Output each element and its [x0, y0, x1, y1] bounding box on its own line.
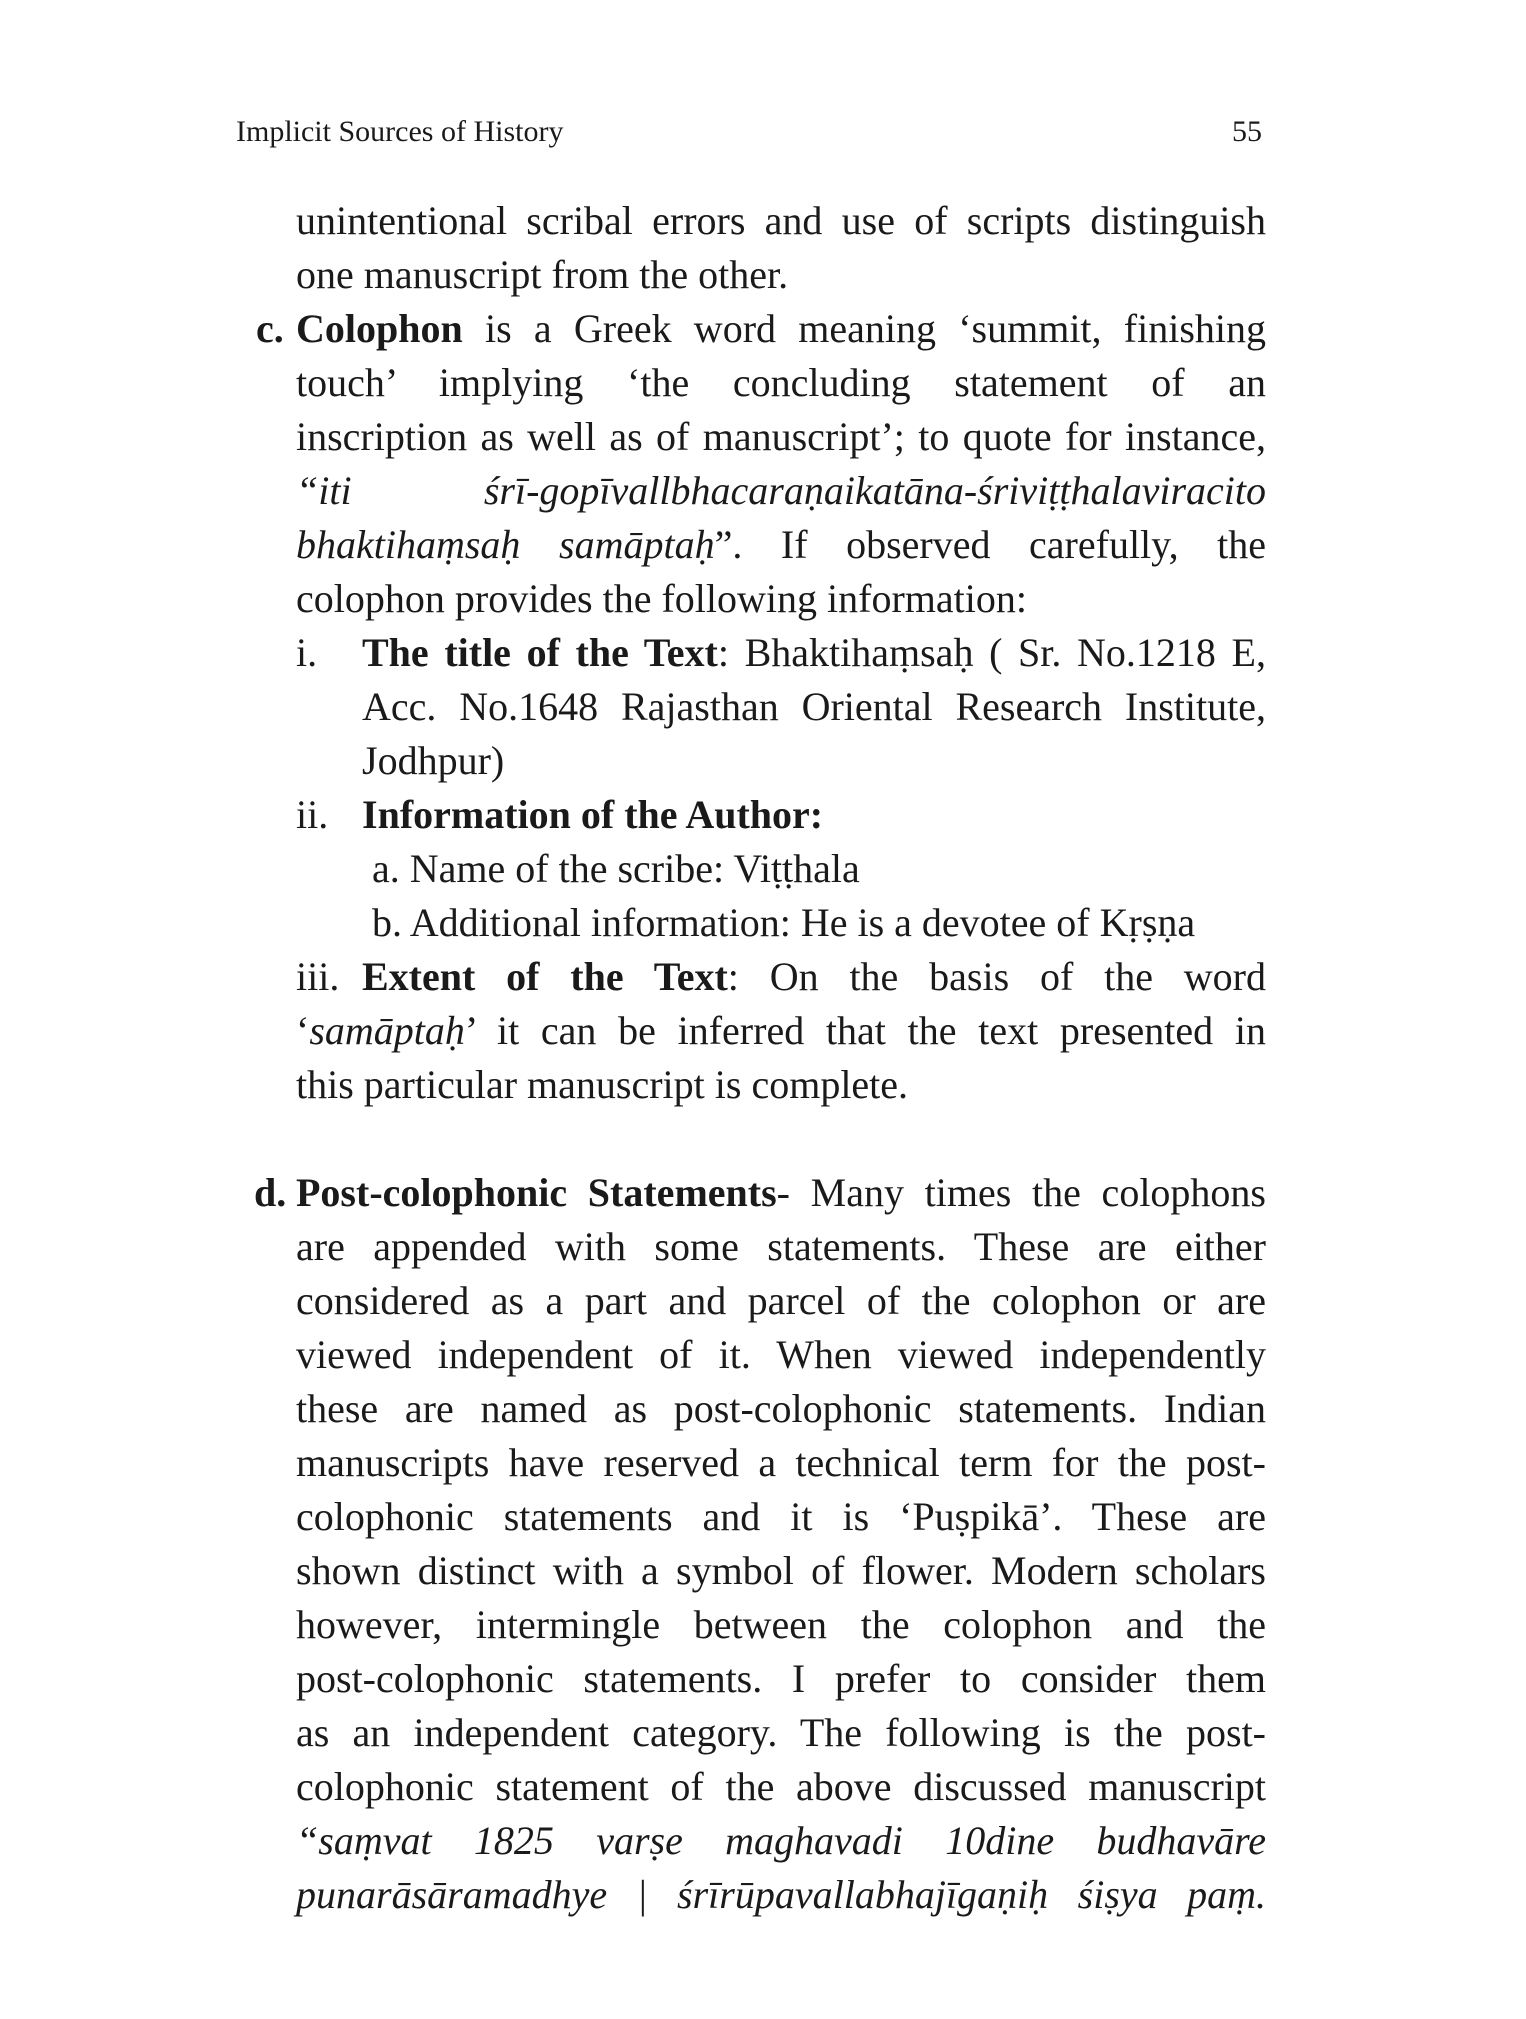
- section-d-line: colophonic statement of the above discussed manuscript: [296, 1764, 1266, 1809]
- section-d-line: Post-colophonic Statements- Many times the colophons: [296, 1170, 1266, 1215]
- section-d-term: Post-colophonic Statements: [296, 1170, 777, 1215]
- item-iii-line: Extent of the Text: On the basis of the word: [362, 954, 1266, 999]
- section-d-line: considered as a part and parcel of the colophon or are: [296, 1278, 1266, 1323]
- section-c-label: c.: [256, 306, 284, 351]
- section-c-term: Colophon: [296, 306, 463, 351]
- item-ii-sub-b: b. Additional information: He is a devotee of Kṛṣṇa: [372, 900, 1196, 945]
- section-d-line: as an independent category. The following is the post-: [296, 1710, 1266, 1755]
- item-numeral: i.: [296, 630, 318, 675]
- item-i-line: Jodhpur): [362, 738, 505, 783]
- running-header-title: Implicit Sources of History: [236, 115, 564, 148]
- body-line: one manuscript from the other.: [296, 252, 789, 297]
- section-d-quote-line: punarāsāramadhye | śrīrūpavallabhajīgaṇiḥ śiṣya paṃ.: [296, 1872, 1266, 1917]
- section-d-line: however, intermingle between the colophon and the: [296, 1602, 1266, 1647]
- section-c-line: colophon provides the following information:: [296, 576, 1027, 621]
- section-d-quote-line: “saṃvat 1825 varṣe maghavadi 10dine budhavāre: [296, 1818, 1266, 1863]
- item-i-heading: The title of the Text: [362, 630, 718, 675]
- section-c-quote-line: “iti śrī-gopīvallbhacaraṇaikatāna-śriviṭṭhalaviracito: [296, 468, 1266, 513]
- section-d-line: post-colophonic statements. I prefer to consider them: [296, 1656, 1266, 1701]
- section-d-line: manuscripts have reserved a technical term for the post-: [296, 1440, 1266, 1485]
- section-c-line: bhaktihaṃsaḥ samāptaḥ”. If observed carefully, the: [296, 522, 1266, 567]
- section-d-line: these are named as post-colophonic statements. Indian: [296, 1386, 1266, 1431]
- section-c-line: Colophon is a Greek word meaning ‘summit, finishing: [296, 306, 1266, 351]
- section-d-line: colophonic statements and it is ‘Puṣpikā’. These are: [296, 1494, 1266, 1539]
- section-d-label: d.: [254, 1170, 287, 1215]
- item-i-line: Acc. No.1648 Rajasthan Oriental Research Institute,: [362, 684, 1266, 729]
- item-iii-line: this particular manuscript is complete.: [296, 1062, 909, 1107]
- item-iii-line: ‘samāptaḥ’ it can be inferred that the text presented in: [296, 1008, 1266, 1053]
- item-ii-sub-a: a. Name of the scribe: Viṭṭhala: [372, 846, 860, 891]
- section-c-line: inscription as well as of manuscript’; to quote for instance,: [296, 414, 1266, 459]
- item-iii-heading: Extent of the Text: [362, 954, 728, 999]
- body-line: unintentional scribal errors and use of scripts distinguish: [296, 198, 1266, 243]
- section-d-line: shown distinct with a symbol of flower. Modern scholars: [296, 1548, 1266, 1593]
- item-ii-line: [362, 788, 1266, 842]
- section-d-line: are appended with some statements. These are either: [296, 1224, 1266, 1269]
- item-i-line: The title of the Text: Bhaktihaṃsaḥ ( Sr. No.1218 E,: [362, 630, 1266, 675]
- section-d-line: viewed independent of it. When viewed independently: [296, 1332, 1266, 1377]
- quote-italic: bhaktihaṃsaḥ samāptaḥ: [296, 522, 715, 567]
- section-c-line: touch’ implying ‘the concluding statement of an: [296, 360, 1266, 405]
- item-numeral: iii.: [296, 954, 340, 999]
- page-number: 55: [1232, 115, 1262, 148]
- running-header: [236, 112, 1262, 152]
- item-numeral: ii.: [296, 792, 329, 837]
- item-ii-heading: Information of the Author:: [362, 792, 824, 837]
